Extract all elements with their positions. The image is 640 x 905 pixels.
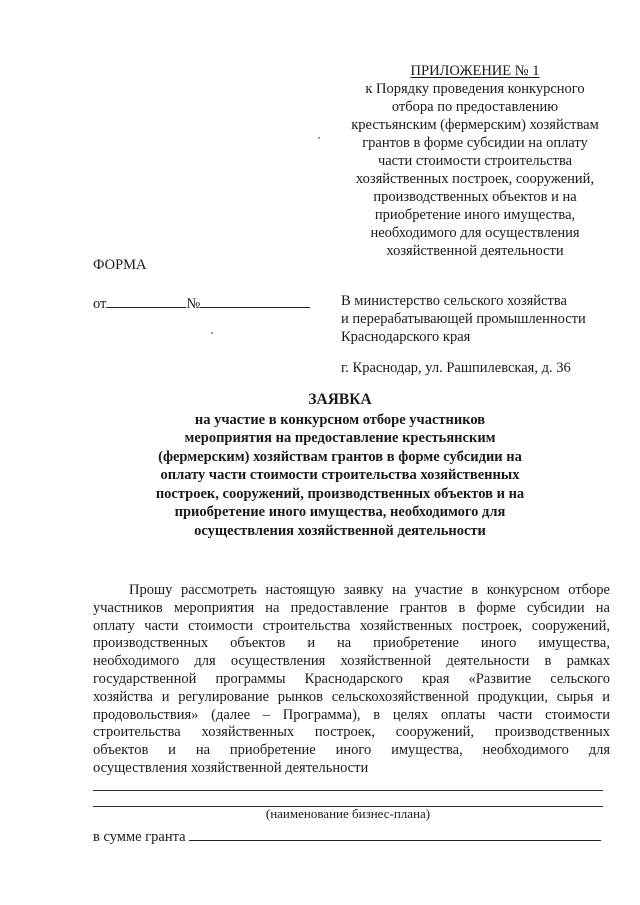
grant-amount-row [93,826,601,846]
number-field[interactable] [200,293,310,308]
heading-line: приобретение иного имущества, необходимого для [174,504,506,520]
appendix-line: крестьянским (фермерским) хозяйствам [351,117,599,133]
appendix-title: ПРИЛОЖЕНИЕ № 1 [410,63,540,79]
addressee-block [341,292,626,346]
heading-line: мероприятия на предоставление крестьянским [184,430,496,446]
appendix-line: хозяйственных построек, сооружений, [355,171,595,187]
body-line: Прошу рассмотреть настоящую заявку на участие в конкурсном отборе [129,582,610,598]
addressee-line: Краснодарского края [341,329,471,345]
heading-line: построек, сооружений, производственных объектов и на [155,485,525,502]
addressee-line: и перерабатывающей промышленности [341,311,586,327]
body-line: объектов и на приобретение иного имущества, необходимого для [93,742,610,759]
business-plan-field-line-1[interactable] [93,790,603,791]
date-label: от [93,296,107,312]
appendix-line: приобретение иного имущества, [374,207,576,223]
addressee-address: г. Краснодар, ул. Рашпилевская, д. 36 [341,360,571,376]
appendix-line: к Порядку проведения конкурсного [365,81,585,97]
heading-line: на участие в конкурсном отборе участников [194,411,486,428]
body-line: хозяйства и регулирование рынков сельскохозяйственной продукции, сырья и [93,688,610,705]
application-body [93,582,610,778]
heading-line: (фермерским) хозяйствам грантов в форме субсидии на [158,448,522,465]
body-line: государственной программы Краснодарского края «Развитие сельского [93,670,610,687]
body-line: необходимого для осуществления хозяйственной деятельности в рамках [93,653,610,670]
heading-line: осуществления хозяйственной деятельности [194,522,486,539]
body-line: осуществления хозяйственной деятельности [93,759,369,776]
date-number-row [93,293,310,313]
business-plan-caption: (наименование бизнес-плана) [265,806,431,821]
heading-line: оплату части стоимости строительства хозяйственных [160,467,520,483]
grant-amount-field[interactable] [189,826,601,841]
appendix-line: отбора по предоставлению [391,99,559,115]
application-title: ЗАЯВКА [308,391,372,408]
body-line: производственных объектов и на приобретение иного имущества, [93,635,610,652]
body-line: участников мероприятия на предоставление грантов в форме субсидии на [93,599,610,616]
appendix-line: грантов в форме субсидии на оплату [362,135,588,151]
body-line: продовольствия» (далее – Программа), в целях оплаты части стоимости [93,706,610,723]
scan-speck [211,332,213,334]
appendix-block [330,62,620,260]
grant-amount-label: в сумме гранта [93,829,186,845]
appendix-line: необходимого для осуществления [370,225,580,241]
appendix-line: хозяйственной деятельности [386,243,564,259]
appendix-line: производственных объектов и на [373,189,577,205]
appendix-line: части стоимости строительства [377,153,573,169]
application-heading [120,391,560,540]
scan-speck [318,137,320,139]
body-line: строительства хозяйственных построек, сооружений, производственных [93,724,610,741]
number-label: № [186,296,201,312]
body-line: оплату части стоимости строительства хозяйственных построек, сооружений, [93,617,610,634]
addressee-line: В министерство сельского хозяйства [341,293,567,309]
date-field[interactable] [106,293,186,308]
form-label: ФОРМА [93,257,147,273]
